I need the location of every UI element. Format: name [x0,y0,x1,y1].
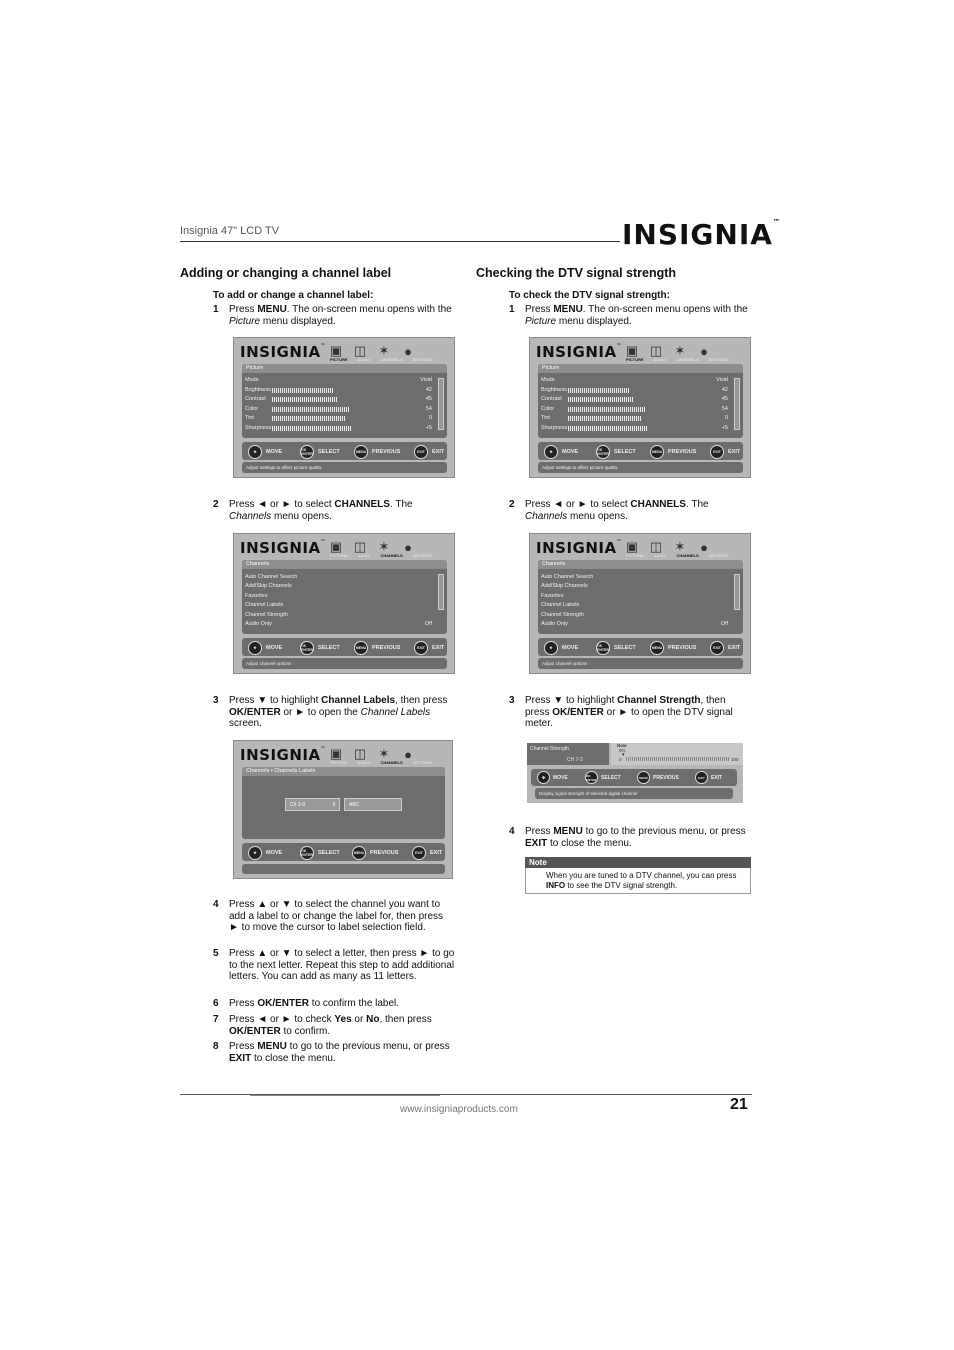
footer-url: www.insigniaproducts.com [400,1104,518,1115]
tv-tab-3: SETTINGS [412,553,433,558]
left-step-7: 7 Press ◄ or ► to check Yes or No, then press OK/ENTER to confirm. [213,1014,432,1037]
picture-level-bar [568,416,641,421]
tv-tab-1: AUDIO [653,553,667,558]
move-pad-icon: ✥ [248,641,262,655]
tv-help-bar: Adjust settings to affect picture quality [242,462,447,473]
tv-tab-3: SETTINGS [708,357,729,362]
picture-panel [538,364,743,438]
channels-scrollbar [734,574,740,610]
left-subheading: To add or change a channel label: [213,290,374,301]
tv-control-bar: ✥ MOVE OK ENTER SELECT MENU PREVIOUS EXIT EXIT [242,442,447,460]
menu-key-icon: MENU [352,846,366,860]
picture-level-bar [272,388,333,393]
picture-row-value: 45 [425,396,432,403]
label-field: ABC [344,798,402,811]
settings-tab-icon: ● [404,344,412,359]
channels-tab-icon: ✶ [674,343,686,358]
strength-scale-bar [626,757,729,761]
tv-help-bar: Adjust settings to affect picture quality [538,462,743,473]
tv-tabs [330,553,433,558]
channels-tab-icon: ✶ [378,746,390,761]
audio-only-value: Off [424,621,432,627]
tv-tab-0: PICTURE [626,553,644,558]
channels-panel [538,560,743,634]
labels-breadcrumb: Channels • Channels Labels [242,767,445,776]
picture-row-value: +5 [425,425,432,431]
strength-title: Channel Strength [530,746,569,752]
left-step-5: 5 Press ▲ or ▼ to select a letter, then press ► to go to the next letter. Repeat this step to add additional letters. You can add as many as 11 letters. [213,948,455,982]
channels-panel-title: Channels [242,560,447,569]
settings-tab-icon: ● [404,540,412,555]
tv-logo: INSIGNIA™ [536,539,623,557]
tv-tabs [330,357,433,362]
left-section-heading: Adding or changing a channel label [180,266,392,280]
insignia-logo: INSIGNIA™ [622,218,781,251]
tv-tab-3: SETTINGS [412,357,433,362]
channels-tab-icon: ✶ [674,539,686,554]
tv-tab-1: AUDIO [653,357,667,362]
ok-enter-icon: OK ENTER [300,445,314,459]
exit-key-icon: EXIT [412,846,426,860]
menu-key-icon: MENU [650,641,664,655]
tv-tab-2: CHANNELS [380,553,403,558]
audio-tab-icon: ◫ [649,539,663,554]
picture-panel [242,364,447,438]
tv-channel-labels-screenshot [233,740,453,879]
tv-signal-strength-screenshot [527,743,743,803]
menu-key-icon: MENU [637,771,650,784]
channels-row-label: Audio Only [541,621,568,627]
strength-title-box [527,743,609,765]
tv-tab-3: SETTINGS [708,553,729,558]
picture-level-bar [568,426,648,431]
left-step-4: 4 Press ▲ or ▼ to select the channel you want to add a label to or change the label for, then press ► to move the cursor to label selection field. [213,899,444,933]
tv-tab-0: PICTURE [330,553,348,558]
left-step-1: 1 Press MENU. The on-screen menu opens with the Picture menu displayed. [213,304,452,327]
picture-level-bar [568,397,633,402]
channels-row-label: Add/Skip Channels [541,583,588,590]
audio-tab-icon: ◫ [353,539,367,554]
picture-row-value: 54 [425,405,432,412]
ok-enter-icon: OK ENTER [585,771,598,784]
tv-channels-menu-screenshot [233,533,455,674]
audio-only-value: Off [720,621,728,627]
tv-channels-menu-screenshot [529,533,751,674]
picture-row-label: Mode [245,377,259,383]
picture-tab-icon: ▣ [329,539,343,554]
channels-row-label: Favorites [245,592,268,599]
picture-level-bar [272,426,352,431]
channels-row-label: Channel Strength [245,611,288,618]
picture-row-label: Tint [541,415,550,422]
tv-tab-2: CHANNELS [380,357,403,362]
tv-tabs: PICTURE AUDIO CHANNELS SETTINGS [330,760,433,765]
picture-row-value: Vivid [716,377,728,383]
ok-enter-icon: OK ENTER [300,641,314,655]
exit-key-icon: EXIT [710,641,724,655]
picture-tab-icon: ▣ [625,343,639,358]
picture-row-label: Color [245,405,259,412]
right-step-1: 1 Press MENU. The on-screen menu opens with the Picture menu displayed. [509,304,748,327]
move-pad-icon: ✥ [248,846,262,860]
page-number: 21 [730,1096,748,1113]
channels-row-label: Channel Labels [245,602,284,609]
channels-row-label: Auto Channel Search [541,574,594,580]
tv-help-bar [242,864,445,874]
tv-picture-menu-screenshot [529,337,751,478]
picture-row-label: Contrast [541,396,562,403]
picture-row-value: 54 [721,405,728,412]
picture-row-label: Sharpness [541,425,568,431]
settings-tab-icon: ● [404,747,412,762]
picture-scrollbar [734,378,740,430]
picture-row-label: Mode [541,377,555,383]
header-rule [180,241,620,242]
picture-panel-title: Picture [242,364,447,373]
strength-meter: Now 0% ▼ 0 100 [611,743,743,765]
picture-row-value: 42 [425,386,432,393]
left-step-6: 6 Press OK/ENTER to confirm the label. [213,998,400,1009]
strength-help-bar: Display signal strength of selected digital channel [535,788,733,799]
audio-tab-icon: ◫ [353,746,367,761]
left-step-2: 2 Press ◄ or ► to select CHANNELS. The Channels menu opens. [213,499,413,522]
picture-row-label: Contrast [245,396,266,403]
channels-row-label: Audio Only [245,621,272,627]
picture-row-value: 42 [721,386,728,393]
tv-tab-1: AUDIO [357,357,371,362]
picture-row-label: Sharpness [245,425,272,431]
tv-logo: INSIGNIA™ [536,343,623,361]
picture-level-bar [272,407,350,412]
tv-help-bar: Adjust channel options [242,658,447,669]
picture-row-value: 0 [724,415,728,422]
picture-row-label: Brightness [541,386,567,393]
menu-key-icon: MENU [650,445,664,459]
picture-level-bar [568,407,646,412]
up-down-arrows-icon: ⇕ [331,802,336,808]
move-pad-icon: ✥ [537,771,550,784]
channels-row-label: Channel Labels [541,602,580,609]
channels-row-label: Favorites [541,592,564,599]
right-subheading: To check the DTV signal strength: [509,290,670,301]
note-text: When you are tuned to a DTV channel, you can press INFO to see the DTV signal strength. [546,871,737,890]
tv-tab-0: PICTURE [330,357,348,362]
exit-key-icon: EXIT [695,771,708,784]
left-step-8: 8 Press MENU to go to the previous menu, or press EXIT to close the menu. [213,1041,450,1064]
audio-tab-icon: ◫ [649,343,663,358]
left-step-3: 3 Press ▼ to highlight Channel Labels, then press OK/ENTER or ► to open the Channel Labels screen. [213,695,448,729]
picture-tab-icon: ▣ [329,746,343,761]
move-pad-icon: ✥ [544,641,558,655]
audio-tab-icon: ◫ [353,343,367,358]
move-pad-icon: ✥ [544,445,558,459]
tv-logo: INSIGNIA™ [240,746,327,764]
channel-selector: Ch 3-8 ⇕ [285,798,340,811]
channels-scrollbar [438,574,444,610]
tv-tab-1: AUDIO [357,553,371,558]
document-header-title: Insignia 47" LCD TV [180,225,280,237]
tv-logo: INSIGNIA™ [240,343,327,361]
ok-enter-icon: OK ENTER [596,641,610,655]
strength-channel: CH 7-3 [567,757,583,763]
tv-control-bar: ✥ MOVE OK ENTER SELECT MENU PREVIOUS EXIT EXIT [538,442,743,460]
exit-key-icon: EXIT [414,641,428,655]
tv-control-bar: ✥ MOVE OK ENTER SELECT MENU PREVIOUS EXIT EXIT [242,638,447,656]
tv-picture-menu-screenshot [233,337,455,478]
tv-tab-2: CHANNELS [676,357,699,362]
exit-key-icon: EXIT [710,445,724,459]
picture-tab-icon: ▣ [329,343,343,358]
picture-level-bar [568,388,629,393]
tv-tabs [626,553,729,558]
right-step-4: 4 Press MENU to go to the previous menu, or press EXIT to close the menu. [509,826,746,849]
footer-rule-accent [250,1095,440,1096]
picture-level-bar [272,397,337,402]
channels-tab-icon: ✶ [378,539,390,554]
tv-control-bar: ✥ MOVE OK ENTER SELECT MENU PREVIOUS EXIT EXIT [538,638,743,656]
picture-level-bar [272,416,345,421]
picture-row-label: Brightness [245,386,271,393]
tv-tab-0: PICTURE [626,357,644,362]
right-step-2: 2 Press ◄ or ► to select CHANNELS. The Channels menu opens. [509,499,709,522]
menu-key-icon: MENU [354,641,368,655]
picture-panel-title: Picture [538,364,743,373]
settings-tab-icon: ● [700,344,708,359]
labels-panel [242,767,445,839]
right-step-3: 3 Press ▼ to highlight Channel Strength, then press OK/ENTER or ► to open the DTV signal meter. [509,695,733,729]
picture-row-label: Tint [245,415,254,422]
strength-pointer-icon: ▼ [621,752,626,757]
channels-row-label: Auto Channel Search [245,574,298,580]
tv-control-bar: ✥ MOVE OK ENTER SELECT MENU PREVIOUS EXIT EXIT [242,843,445,861]
channels-tab-icon: ✶ [378,343,390,358]
picture-row-value: 45 [721,396,728,403]
tv-logo: INSIGNIA™ [240,539,327,557]
tv-tab-2: CHANNELS [676,553,699,558]
picture-row-value: Vivid [420,377,432,383]
strength-control-bar: ✥ MOVE OK ENTER SELECT MENU PREVIOUS EXIT EXIT [531,769,737,786]
settings-tab-icon: ● [700,540,708,555]
menu-key-icon: MENU [354,445,368,459]
tv-tabs [626,357,729,362]
move-pad-icon: ✥ [248,445,262,459]
picture-scrollbar [438,378,444,430]
ok-enter-icon: OK ENTER [300,846,314,860]
picture-tab-icon: ▣ [625,539,639,554]
channels-panel-title: Channels [538,560,743,569]
picture-row-label: Color [541,405,555,412]
exit-key-icon: EXIT [414,445,428,459]
right-section-heading: Checking the DTV signal strength [476,266,677,280]
ok-enter-icon: OK ENTER [596,445,610,459]
channels-panel [242,560,447,634]
note-label: Note [525,857,751,868]
picture-row-value: +5 [721,425,728,431]
channels-row-label: Add/Skip Channels [245,583,292,590]
picture-row-value: 0 [428,415,432,422]
channels-row-label: Channel Strength [541,611,584,618]
tv-help-bar: Adjust channel options [538,658,743,669]
